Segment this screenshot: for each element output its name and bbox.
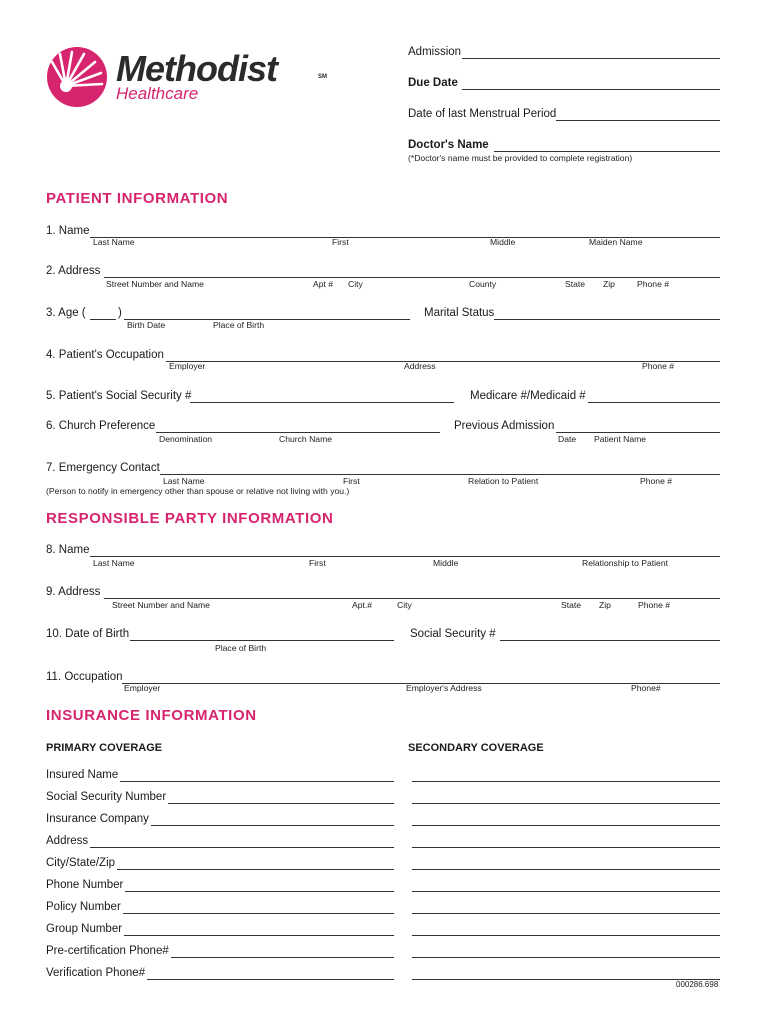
responsible-ssn-label: Social Security # [410, 628, 496, 640]
sub-label: Birth Date [127, 320, 166, 330]
church-field[interactable] [156, 432, 440, 433]
insurance-field-label: Pre-certification Phone# [46, 945, 169, 957]
patient-address-label: 2. Address [46, 265, 101, 277]
secondary-insurance-field[interactable] [412, 803, 720, 804]
patient-address-field[interactable] [104, 277, 720, 278]
responsible-address-label: 9. Address [46, 586, 101, 598]
primary-insurance-field[interactable] [117, 869, 394, 870]
sub-label: State [561, 600, 582, 610]
insurance-field-label: Verification Phone# [46, 967, 146, 979]
secondary-insurance-field[interactable] [412, 869, 720, 870]
insurance-section-title: INSURANCE INFORMATION [46, 707, 257, 724]
responsible-name-label: 8. Name [46, 544, 90, 556]
emergency-note: (Person to notify in emergency other than spouse or relative not living with you.) [46, 486, 350, 496]
secondary-insurance-field[interactable] [412, 957, 720, 958]
patient-age-label: 3. Age ( [46, 307, 86, 319]
last-period-label: Date of last Menstrual Period [408, 108, 557, 120]
responsible-dob-label: 10. Date of Birth [46, 628, 130, 640]
sub-label: Relationship to Patient [582, 558, 668, 568]
patient-age-paren: ) [118, 307, 122, 319]
patient-occupation-field[interactable] [166, 361, 720, 362]
sub-label: Patient Name [594, 434, 647, 444]
primary-insurance-field[interactable] [124, 935, 394, 936]
sub-label: Phone # [640, 476, 673, 486]
insurance-field-label: Phone Number [46, 879, 124, 891]
sub-label: First [343, 476, 360, 486]
primary-insurance-field[interactable] [171, 957, 394, 958]
responsible-dob-field[interactable] [130, 640, 394, 641]
secondary-insurance-field[interactable] [412, 847, 720, 848]
primary-insurance-field[interactable] [147, 979, 394, 980]
patient-section-title: PATIENT INFORMATION [46, 190, 229, 207]
primary-insurance-field[interactable] [123, 913, 394, 914]
medicare-field[interactable] [588, 402, 720, 403]
sub-label: Street Number and Name [106, 279, 204, 289]
logo-subtitle: Healthcare [116, 84, 199, 103]
primary-insurance-field[interactable] [90, 847, 394, 848]
insurance-field-label: Insurance Company [46, 813, 149, 825]
primary-coverage-heading: PRIMARY COVERAGE [46, 742, 163, 754]
sub-label: Middle [490, 237, 516, 247]
sub-label: Phone # [637, 279, 670, 289]
form-code: 000286.698 [676, 980, 719, 989]
sub-label: City [397, 600, 412, 610]
patient-age-field[interactable] [90, 319, 116, 320]
patient-occupation-label: 4. Patient's Occupation [46, 349, 164, 361]
marital-status-label: Marital Status [424, 307, 495, 319]
sub-label: County [469, 279, 497, 289]
doctor-field[interactable] [494, 151, 720, 152]
secondary-insurance-field[interactable] [412, 979, 720, 980]
sub-label: Address [404, 361, 436, 371]
responsible-name-field[interactable] [90, 556, 720, 557]
birth-field[interactable] [124, 319, 410, 320]
sub-label: Phone# [631, 683, 661, 693]
sub-label: Last Name [93, 237, 135, 247]
sub-label: Employer [169, 361, 206, 371]
insurance-field-label: Address [46, 835, 89, 847]
emergency-contact-field[interactable] [160, 474, 720, 475]
emergency-contact-label: 7. Emergency Contact [46, 462, 160, 474]
secondary-insurance-field[interactable] [412, 825, 720, 826]
responsible-address-field[interactable] [104, 598, 720, 599]
sub-label: Employer's Address [406, 683, 482, 693]
sub-label: Last Name [93, 558, 135, 568]
sub-label: City [348, 279, 363, 289]
sub-label: Relation to Patient [468, 476, 539, 486]
primary-insurance-field[interactable] [151, 825, 394, 826]
insurance-field-label: Policy Number [46, 901, 121, 913]
sub-label: Place of Birth [213, 320, 265, 330]
primary-insurance-field[interactable] [125, 891, 394, 892]
due-date-label: Due Date [408, 77, 458, 89]
insurance-field-label: City/State/Zip [46, 857, 116, 869]
sub-label: Street Number and Name [112, 600, 210, 610]
admission-label: Admission [408, 46, 462, 58]
sub-label: Apt.# [352, 600, 373, 610]
responsible-section-title: RESPONSIBLE PARTY INFORMATION [46, 510, 334, 527]
sub-label: First [332, 237, 349, 247]
due-date-field[interactable] [462, 89, 720, 90]
patient-ssn-label: 5. Patient's Social Security # [46, 390, 192, 402]
sub-label: Maiden Name [589, 237, 643, 247]
methodist-logo-icon [46, 46, 108, 108]
sub-label: State [565, 279, 586, 289]
sub-label: Denomination [159, 434, 213, 444]
insurance-field-label: Group Number [46, 923, 123, 935]
medicare-label: Medicare #/Medicaid # [470, 390, 586, 402]
marital-status-field[interactable] [494, 319, 720, 320]
sub-label: Zip [599, 600, 611, 610]
patient-ssn-field[interactable] [190, 402, 454, 403]
secondary-coverage-heading: SECONDARY COVERAGE [408, 742, 544, 754]
doctor-label: Doctor's Name [408, 139, 489, 151]
primary-insurance-field[interactable] [120, 781, 394, 782]
sub-label: Phone # [642, 361, 675, 371]
sub-label: Phone # [638, 600, 671, 610]
doctor-note: (*Doctor's name must be provided to complete registration) [408, 153, 633, 163]
sub-label: Zip [603, 279, 615, 289]
sub-label: Middle [433, 558, 459, 568]
logo-wordmark: Methodist [116, 48, 277, 89]
sub-label: First [309, 558, 326, 568]
responsible-occupation-label: 11. Occupation [46, 671, 123, 683]
logo-service-mark: SM [318, 74, 327, 80]
sub-label: Date [558, 434, 577, 444]
last-period-field[interactable] [556, 120, 720, 121]
church-label: 6. Church Preference [46, 420, 156, 432]
responsible-ssn-field[interactable] [500, 640, 720, 641]
insurance-field-label: Social Security Number [46, 791, 167, 803]
secondary-insurance-field[interactable] [412, 935, 720, 936]
sub-label: Employer [124, 683, 161, 693]
secondary-insurance-field[interactable] [412, 913, 720, 914]
sub-label: Place of Birth [215, 643, 267, 653]
previous-admission-label: Previous Admission [454, 420, 555, 432]
previous-admission-field[interactable] [556, 432, 720, 433]
primary-insurance-field[interactable] [168, 803, 394, 804]
admission-field[interactable] [462, 58, 720, 59]
secondary-insurance-field[interactable] [412, 781, 720, 782]
secondary-insurance-field[interactable] [412, 891, 720, 892]
sub-label: Apt # [313, 279, 334, 289]
patient-name-label: 1. Name [46, 225, 90, 237]
sub-label: Church Name [279, 434, 333, 444]
insurance-field-label: Insured Name [46, 769, 119, 781]
sub-label: Last Name [163, 476, 205, 486]
